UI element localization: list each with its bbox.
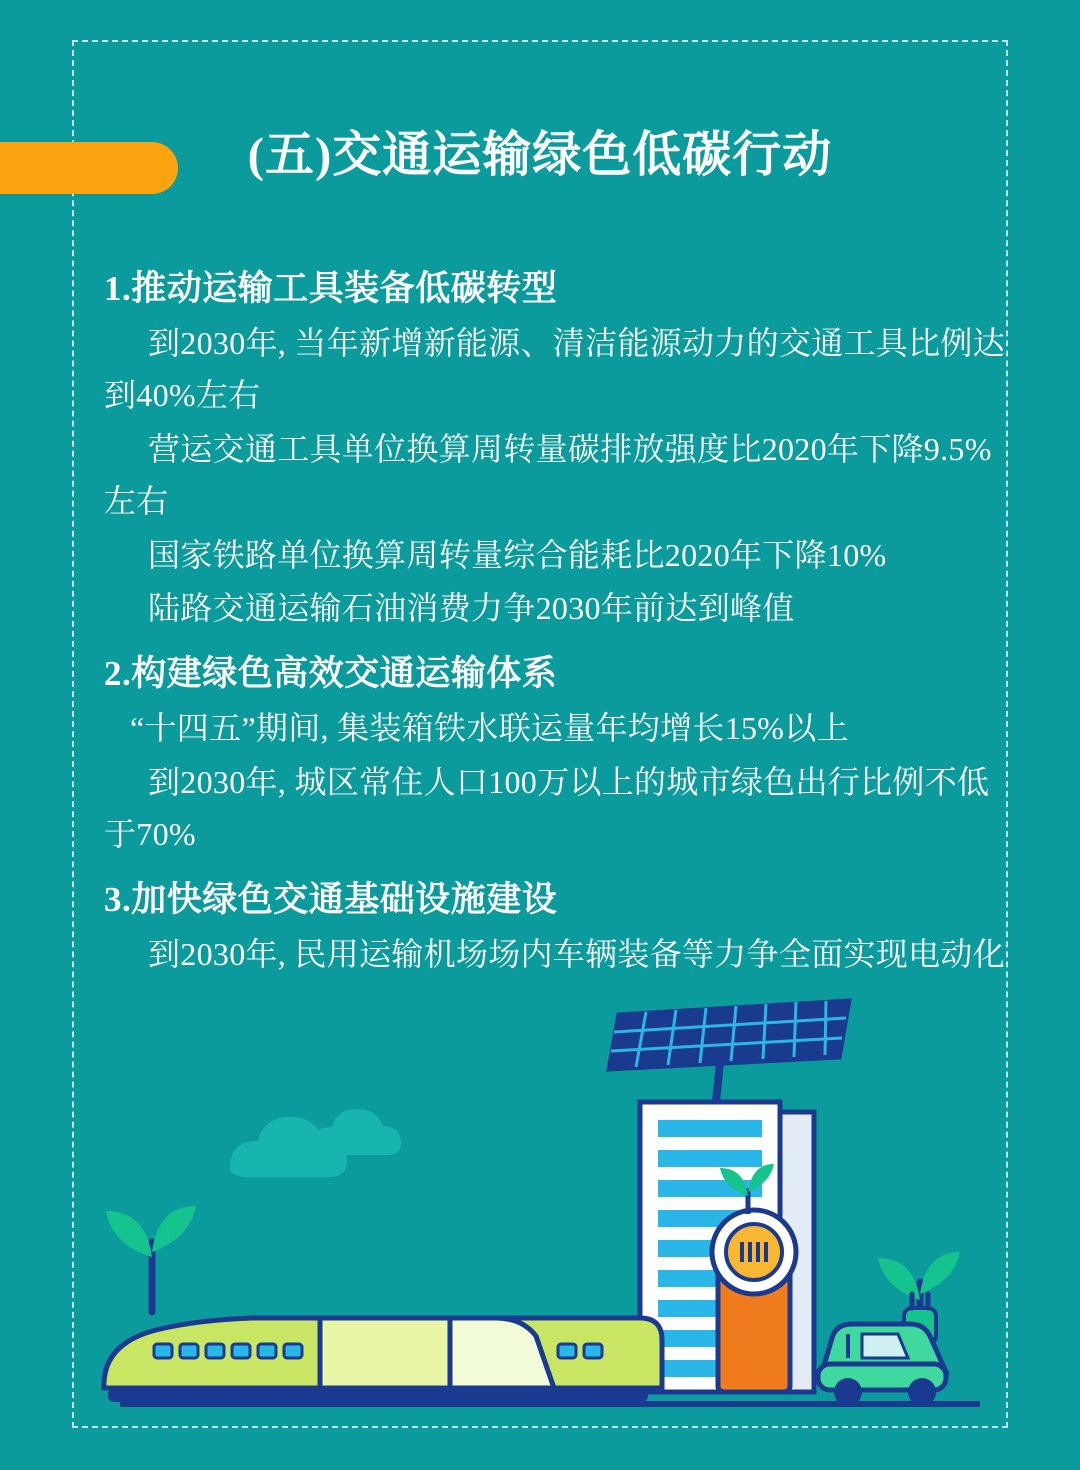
section-2-heading: 2.构建绿色高效交通运输体系 [104,654,558,694]
section-2-paragraph-2: 到2030年, 城区常住人口100万以上的城市绿色出行比例不低于70% [104,764,990,853]
section-2-body [104,703,1008,860]
section-3-paragraph-1: 到2030年, 民用运输机场场内车辆装备等力争全面实现电动化 [148,936,1006,973]
section-1-heading: 1.推动运输工具装备低碳转型 [104,269,558,308]
content-body [104,250,1008,985]
section-1-paragraph-4: 陆路交通运输石油消费力争2030年前达到峰值 [148,590,795,627]
electric-car-icon [818,1324,946,1406]
section-1-body [104,318,1008,635]
section-2 [104,647,1008,861]
section-2-paragraph-1: “十四五”期间, 集装箱铁水联运量年均增长15%以上 [130,710,849,747]
section-1 [104,262,1008,635]
section-1-paragraph-2: 营运交通工具单位换算周转量碳排放强度比2020年下降9.5%左右 [104,430,992,519]
plant-sprout-icon-left [106,1206,196,1312]
cloud-icon [230,1109,401,1177]
section-1-paragraph-1: 到2030年, 当年新增新能源、清洁能源动力的交通工具比例达到40%左右 [104,325,1006,414]
green-transport-illustration [80,952,1010,1422]
section-3-heading: 3.加快绿色交通基础设施建设 [104,879,558,919]
high-speed-train-icon [104,1318,662,1402]
section-1-paragraph-3: 国家铁路单位换算周转量综合能耗比2020年下降10% [148,536,887,573]
solar-panel-icon [608,1000,850,1102]
page-title: (五)交通运输绿色低碳行动 [247,127,833,182]
